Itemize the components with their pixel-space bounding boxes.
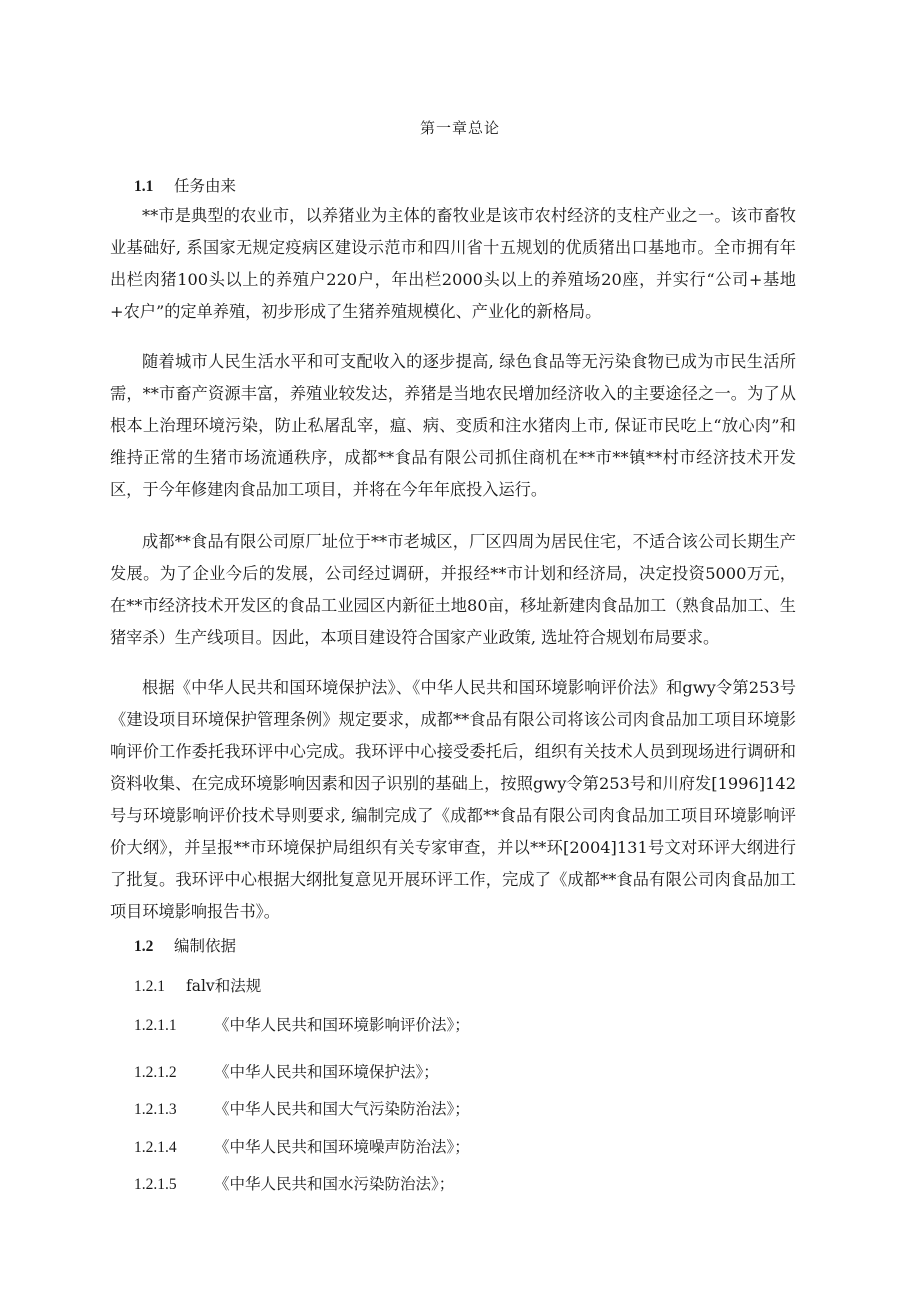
section-heading-1-2 <box>134 934 236 956</box>
law-title: 《中华人民共和国大气污染防治法》； <box>214 1100 470 1118</box>
chapter-title: 第一章总论 <box>419 119 500 137</box>
section-title: falv和法规 <box>186 977 262 995</box>
section-heading-1-2-1 <box>134 974 261 996</box>
law-number: 1.2.1.2 <box>134 1064 177 1081</box>
law-number: 1.2.1.5 <box>134 1176 177 1193</box>
law-number: 1.2.1.3 <box>134 1101 177 1118</box>
paragraph-1: **市是典型的农业市，以养猪业为主体的畜牧业是该市农村经济的支柱产业之一。该市畜牧业基础好, 系国家无规定疫病区建设示范市和四川省十五规划的优质猪出口基地市。全市拥有年出栏肉猪100头以上的养殖户220户，年出栏2000头以上的养殖场20座，并实行“公司+基地+农户”的定单养殖，初步形成了生猪养殖规模化、产业化的新格局。 <box>110 206 796 321</box>
section-title: 编制依据 <box>174 937 237 955</box>
paragraph-4: 根据《中华人民共和国环境保护法》、《中华人民共和国环境影响评价法》和gwy令第253号《建设项目环境保护管理条例》规定要求，成都**食品有限公司将该公司肉食品加工项目环境影响评价工作委托我环评中心完成。我环评中心接受委托后，组织有关技术人员到现场进行调研和资料收集、在完成环境影响因素和因子识别的基础上，按照gwy令第253号和川府发[1996]142号与环境影响评价技术导则要求, 编制完成了《成都**食品有限公司肉食品加工项目环境影响评价大纲》，并呈报**市环境保护局组织有关专家审查，并以**环[2004]131号文对环评大纲进行了批复。我环评中心根据大纲批复意见开展环评工作，完成了《成都**食品有限公司肉食品加工项目环境影响报告书》。 <box>110 678 796 921</box>
law-title: 《中华人民共和国环境影响评价法》； <box>214 1016 470 1034</box>
law-title: 《中华人民共和国水污染防治法》； <box>214 1175 455 1193</box>
law-title: 《中华人民共和国环境噪声防治法》； <box>214 1138 470 1156</box>
law-item <box>134 1097 470 1119</box>
law-item <box>134 1172 454 1194</box>
section-number: 1.2 <box>134 938 154 955</box>
law-number: 1.2.1.4 <box>134 1139 177 1156</box>
law-item <box>134 1135 470 1157</box>
section-number: 1.2.1 <box>134 978 165 995</box>
paragraph-2: 随着城市人民生活水平和可支配收入的逐步提高, 绿色食品等无污染食物已成为市民生活所需，**市畜产资源丰富，养殖业较发达，养猪是当地农民增加经济收入的主要途径之一。为了从根本上治理环境污染，防止私屠乱宰，瘟、病、变质和注水猪肉上市, 保证市民吃上“放心肉”和维持正常的生猪市场流通秩序，成都**食品有限公司抓住商机在**市**镇**村市经济技术开发区，于今年修建肉食品加工项目，并将在今年年底投入运行。 <box>110 352 796 499</box>
paragraph-3: 成都**食品有限公司原厂址位于**市老城区，厂区四周为居民住宅，不适合该公司长期生产发展。为了企业今后的发展，公司经过调研，并报经**市计划和经济局，决定投资5000万元，在**市经济技术开发区的食品工业园区内新征土地80亩，移址新建肉食品加工（熟食品加工、生猪宰杀）生产线项目。因此，本项目建设符合国家产业政策, 选址符合规划布局要求。 <box>110 532 796 647</box>
law-item <box>134 1013 470 1035</box>
section-title: 任务由来 <box>174 177 237 195</box>
section-heading-1-1 <box>134 174 236 196</box>
law-item <box>134 1060 439 1082</box>
law-title: 《中华人民共和国环境保护法》； <box>214 1063 439 1081</box>
law-number: 1.2.1.1 <box>134 1017 177 1034</box>
section-number: 1.1 <box>134 178 154 195</box>
